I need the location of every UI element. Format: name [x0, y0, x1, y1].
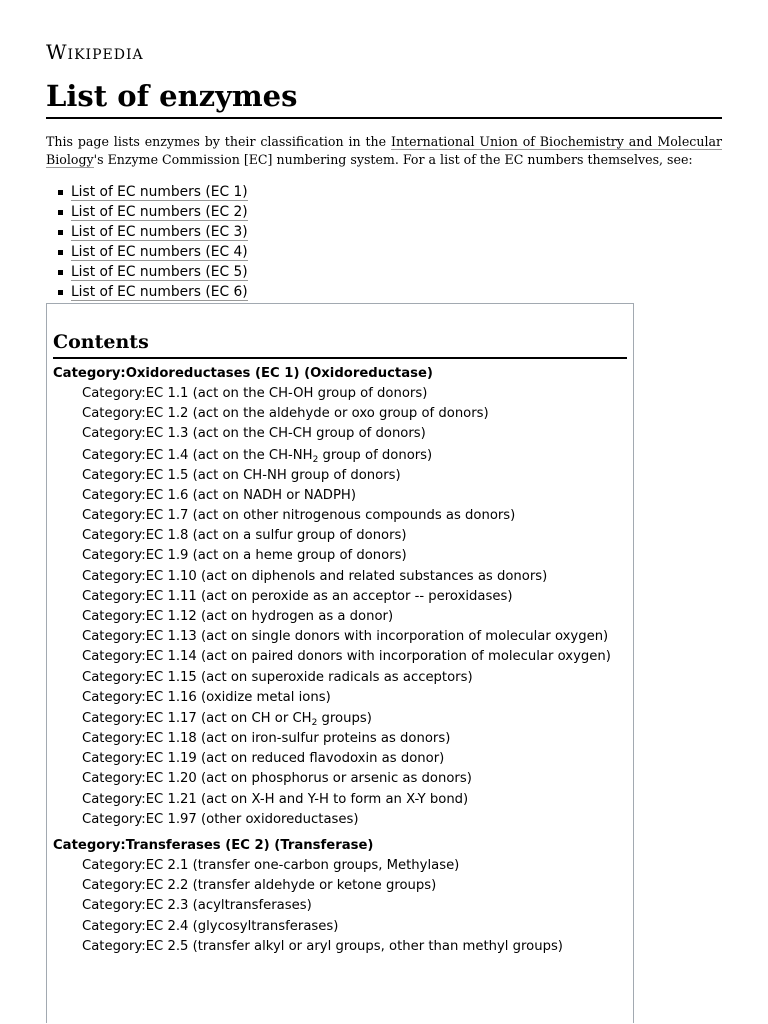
toc-subcategory[interactable]: Category:EC 1.3 (act on the CH-CH group of donors)	[82, 426, 426, 442]
toc-subcategory[interactable]: Category:EC 2.3 (acyltransferases)	[82, 898, 312, 914]
toc-subcategory[interactable]: Category:EC 1.18 (act on iron-sulfur proteins as donors)	[82, 731, 451, 747]
toc-subcategory[interactable]: Category:EC 1.15 (act on superoxide radicals as acceptors)	[82, 669, 473, 685]
toc-subcategory[interactable]: Category:EC 1.21 (act on X-H and Y-H to form an X-Y bond)	[82, 791, 469, 807]
toc-subcategory-text: Category:EC 1.4 (act on the CH-NH	[82, 447, 313, 463]
ec-list-link[interactable]: List of EC numbers (EC 4)	[71, 244, 248, 260]
toc-category[interactable]: Category:Oxidoreductases (EC 1) (Oxidoreductase)	[53, 366, 433, 381]
toc-subcategory[interactable]: Category:EC 1.12 (act on hydrogen as a donor)	[82, 609, 394, 625]
wikipedia-wordmark[interactable]: Wikipedia	[46, 40, 144, 64]
toc-subcategory[interactable]: Category:EC 1.16 (oxidize metal ions)	[82, 689, 331, 705]
intro-paragraph	[46, 133, 722, 169]
toc-category[interactable]: Category:Transferases (EC 2) (Transferase)	[53, 838, 374, 854]
subscript: 2	[311, 718, 318, 729]
list-item	[56, 222, 248, 242]
toc-subcategory-text: group of donors)	[318, 447, 433, 463]
page-title: List of enzymes	[46, 78, 722, 119]
toc-title: Contents	[53, 330, 627, 359]
ec-list-link[interactable]: List of EC numbers (EC 5)	[71, 264, 248, 280]
toc-subcategory[interactable]: Category:EC 1.97 (other oxidoreductases)	[82, 811, 359, 827]
subscript: 2	[312, 454, 319, 465]
toc-subcategory[interactable]: Category:EC 2.5 (transfer alkyl or aryl groups, other than methyl groups)	[82, 938, 563, 954]
table-of-contents	[46, 303, 634, 1023]
iubmb-link[interactable]: International Union of Biochemistry and Molecular Biology	[46, 134, 722, 167]
intro-text-after: 's Enzyme Commission [EC] numbering system. For a list of the EC numbers themselves, see:	[93, 152, 693, 167]
toc-subcategory-text: groups)	[317, 711, 372, 727]
list-item	[56, 182, 248, 202]
ec-list-link[interactable]: List of EC numbers (EC 3)	[71, 224, 248, 240]
toc-subcategory[interactable]: Category:EC 2.1 (transfer one-carbon groups, Methylase)	[82, 858, 460, 874]
toc-subcategory[interactable]: Category:EC 1.19 (act on reduced flavodoxin as donor)	[82, 751, 445, 767]
toc-subcategory[interactable]	[53, 445, 627, 466]
toc-subcategory[interactable]: Category:EC 1.20 (act on phosphorus or arsenic as donors)	[82, 771, 472, 787]
list-item	[56, 202, 248, 222]
toc-subcategory[interactable]: Category:EC 1.5 (act on CH-NH group of donors)	[82, 467, 401, 483]
ec-numbers-list	[56, 182, 248, 302]
list-item	[56, 262, 248, 282]
toc-subcategory[interactable]: Category:EC 1.13 (act on single donors with incorporation of molecular oxygen)	[82, 629, 609, 645]
toc-subcategory[interactable]: Category:EC 1.2 (act on the aldehyde or oxo group of donors)	[82, 406, 489, 422]
toc-subcategory[interactable]: Category:EC 1.10 (act on diphenols and related substances as donors)	[82, 568, 548, 584]
toc-subcategory[interactable]: Category:EC 2.4 (glycosyltransferases)	[82, 918, 339, 934]
toc-subcategory[interactable]: Category:EC 1.1 (act on the CH-OH group of donors)	[82, 386, 428, 401]
ec-list-link[interactable]: List of EC numbers (EC 2)	[71, 204, 248, 220]
toc-subcategory[interactable]: Category:EC 2.2 (transfer aldehyde or ketone groups)	[82, 878, 437, 894]
toc-subcategory[interactable]: Category:EC 1.14 (act on paired donors with incorporation of molecular oxygen)	[82, 649, 611, 665]
list-item	[56, 282, 248, 302]
list-item	[56, 242, 248, 262]
toc-subcategory[interactable]: Category:EC 1.11 (act on peroxide as an acceptor -- peroxidases)	[82, 588, 513, 604]
intro-text-before: This page lists enzymes by their classification in the	[46, 134, 391, 149]
toc-subcategory-text: Category:EC 1.17 (act on CH or CH	[82, 711, 312, 727]
toc-subcategory[interactable]: Category:EC 1.6 (act on NADH or NADPH)	[82, 487, 356, 503]
toc-subcategory[interactable]: Category:EC 1.8 (act on a sulfur group of donors)	[82, 528, 407, 544]
ec-list-link[interactable]: List of EC numbers (EC 6)	[71, 284, 248, 300]
toc-subcategory[interactable]: Category:EC 1.9 (act on a heme group of donors)	[82, 548, 407, 564]
ec-list-link[interactable]: List of EC numbers (EC 1)	[71, 184, 248, 200]
toc-body	[53, 364, 627, 957]
toc-subcategory[interactable]: Category:EC 1.7 (act on other nitrogenous compounds as donors)	[82, 508, 516, 524]
toc-subcategory[interactable]	[53, 708, 627, 729]
